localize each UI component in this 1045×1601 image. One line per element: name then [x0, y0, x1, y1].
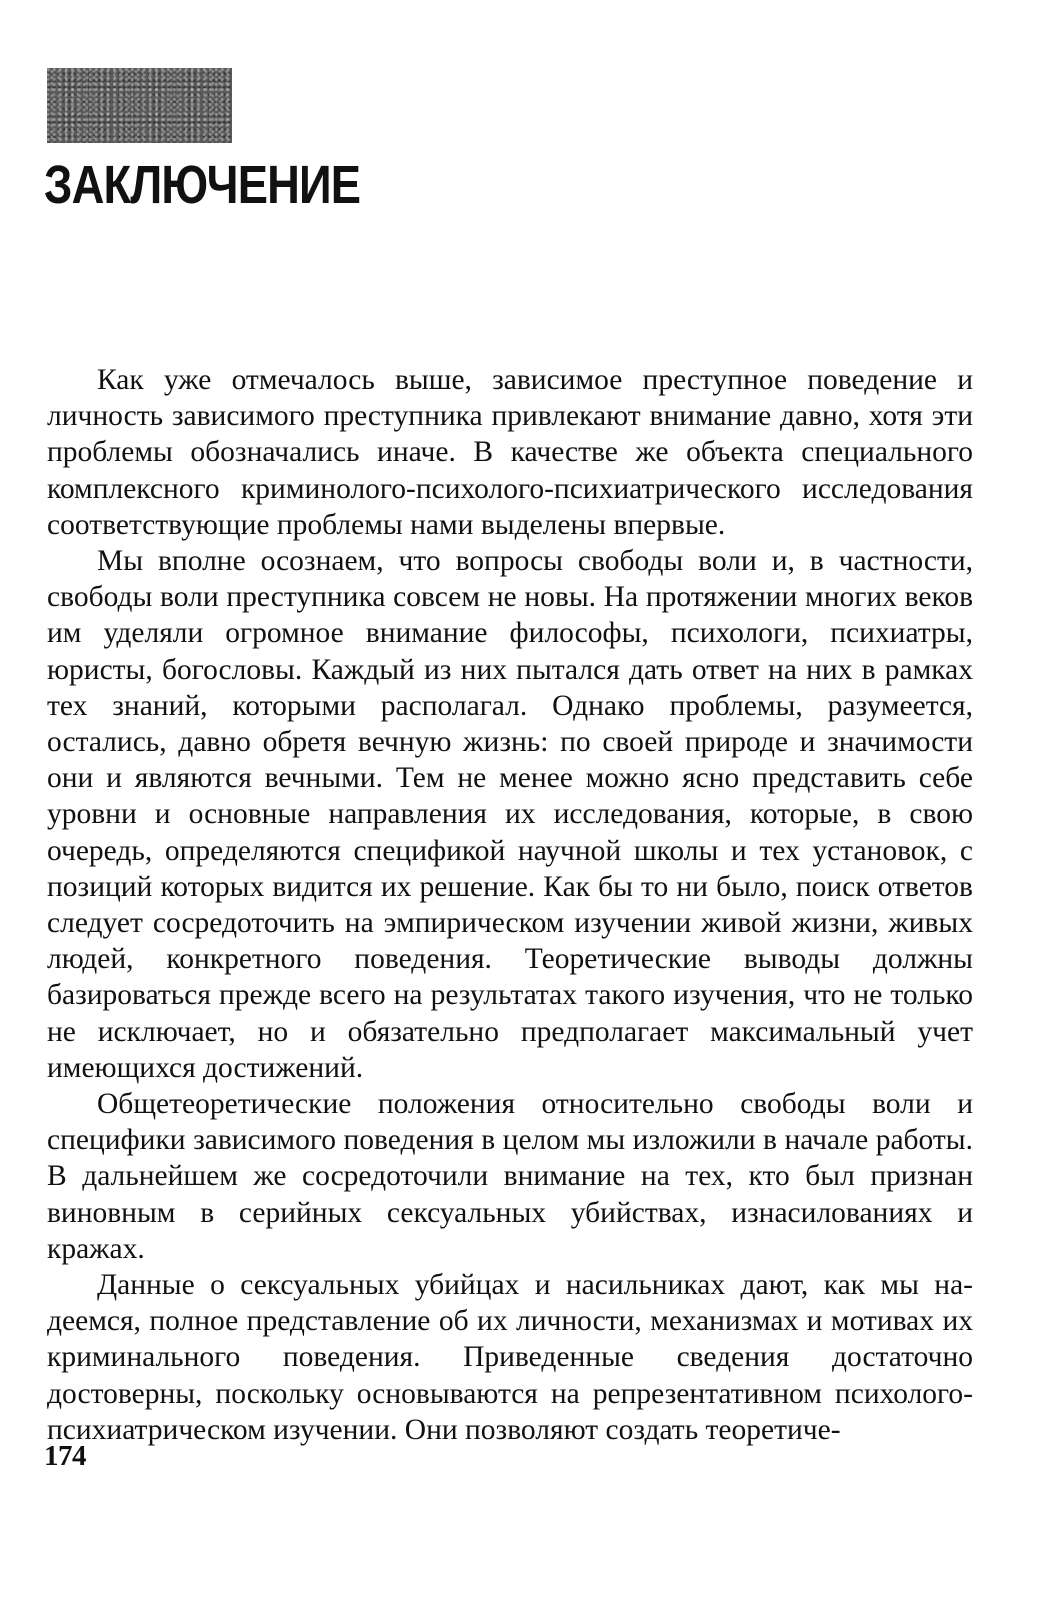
paragraph: Общетеоретические положения относительно свободы воли и специфики зависимого поведения в целом мы изложили в начале работы. В дальнейшем же сосредоточили внимание на тех, кто был признан виновным в серийных сексуальных убийствах, изнасилованиях и кражах.: [47, 1088, 973, 1265]
page-number: 174: [44, 1440, 86, 1472]
paragraph: Данные о сексуальных убийцах и насильниках дают, как мы надеемся, полное представление об их личности, механизмах и мотивах их криминального поведения. Приведенные сведения достаточно достоверны, поскольку основываются на репрезентативном психолого-психиатрическом изучении. Они позволяют создать теоретиче-: [47, 1269, 973, 1446]
paragraph: Мы вполне осознаем, что вопросы свободы воли и, в частности, свободы воли преступника совсем не новы. На протяжении многих веков им уделяли огромное внимание философы, психологи, психиатры, юристы, богословы. Каждый из них пытался дать ответ на них в рамках тех знаний, которыми располагал. Однако проблемы, разумеется, остались, давно обретя вечную жизнь: по своей природе и значимости они и являются вечными. Тем не менее можно ясно представить себе уровни и основные направления их исследования, которые, в свою очередь, определяются спецификой научной школы и тех установок, с позиций которых видится их решение. Как бы то ни было, поиск ответов следует сосредоточить на эмпирическом изучении живой жизни, живых людей, конкретного поведения. Теоретические выводы должны базироваться прежде всего на результатах такого изучения, что не только не исключает, но и обязательно предполагает максимальный учет имеющихся достижений.: [47, 545, 973, 1084]
chapter-title: ЗАКЛЮЧЕНИЕ: [44, 155, 361, 215]
chapter-decoration-block: [47, 68, 232, 143]
paragraph: Как уже отмечалось выше, зависимое преступное поведение и личность зависимого преступника привлекают внимание давно, хотя эти проблемы обозначались иначе. В качестве же объекта специального комплексного криминолого-психолого-психиатрического исследования соответствующие проблемы нами выделены впервые.: [47, 364, 973, 541]
body-text: [47, 362, 973, 1448]
